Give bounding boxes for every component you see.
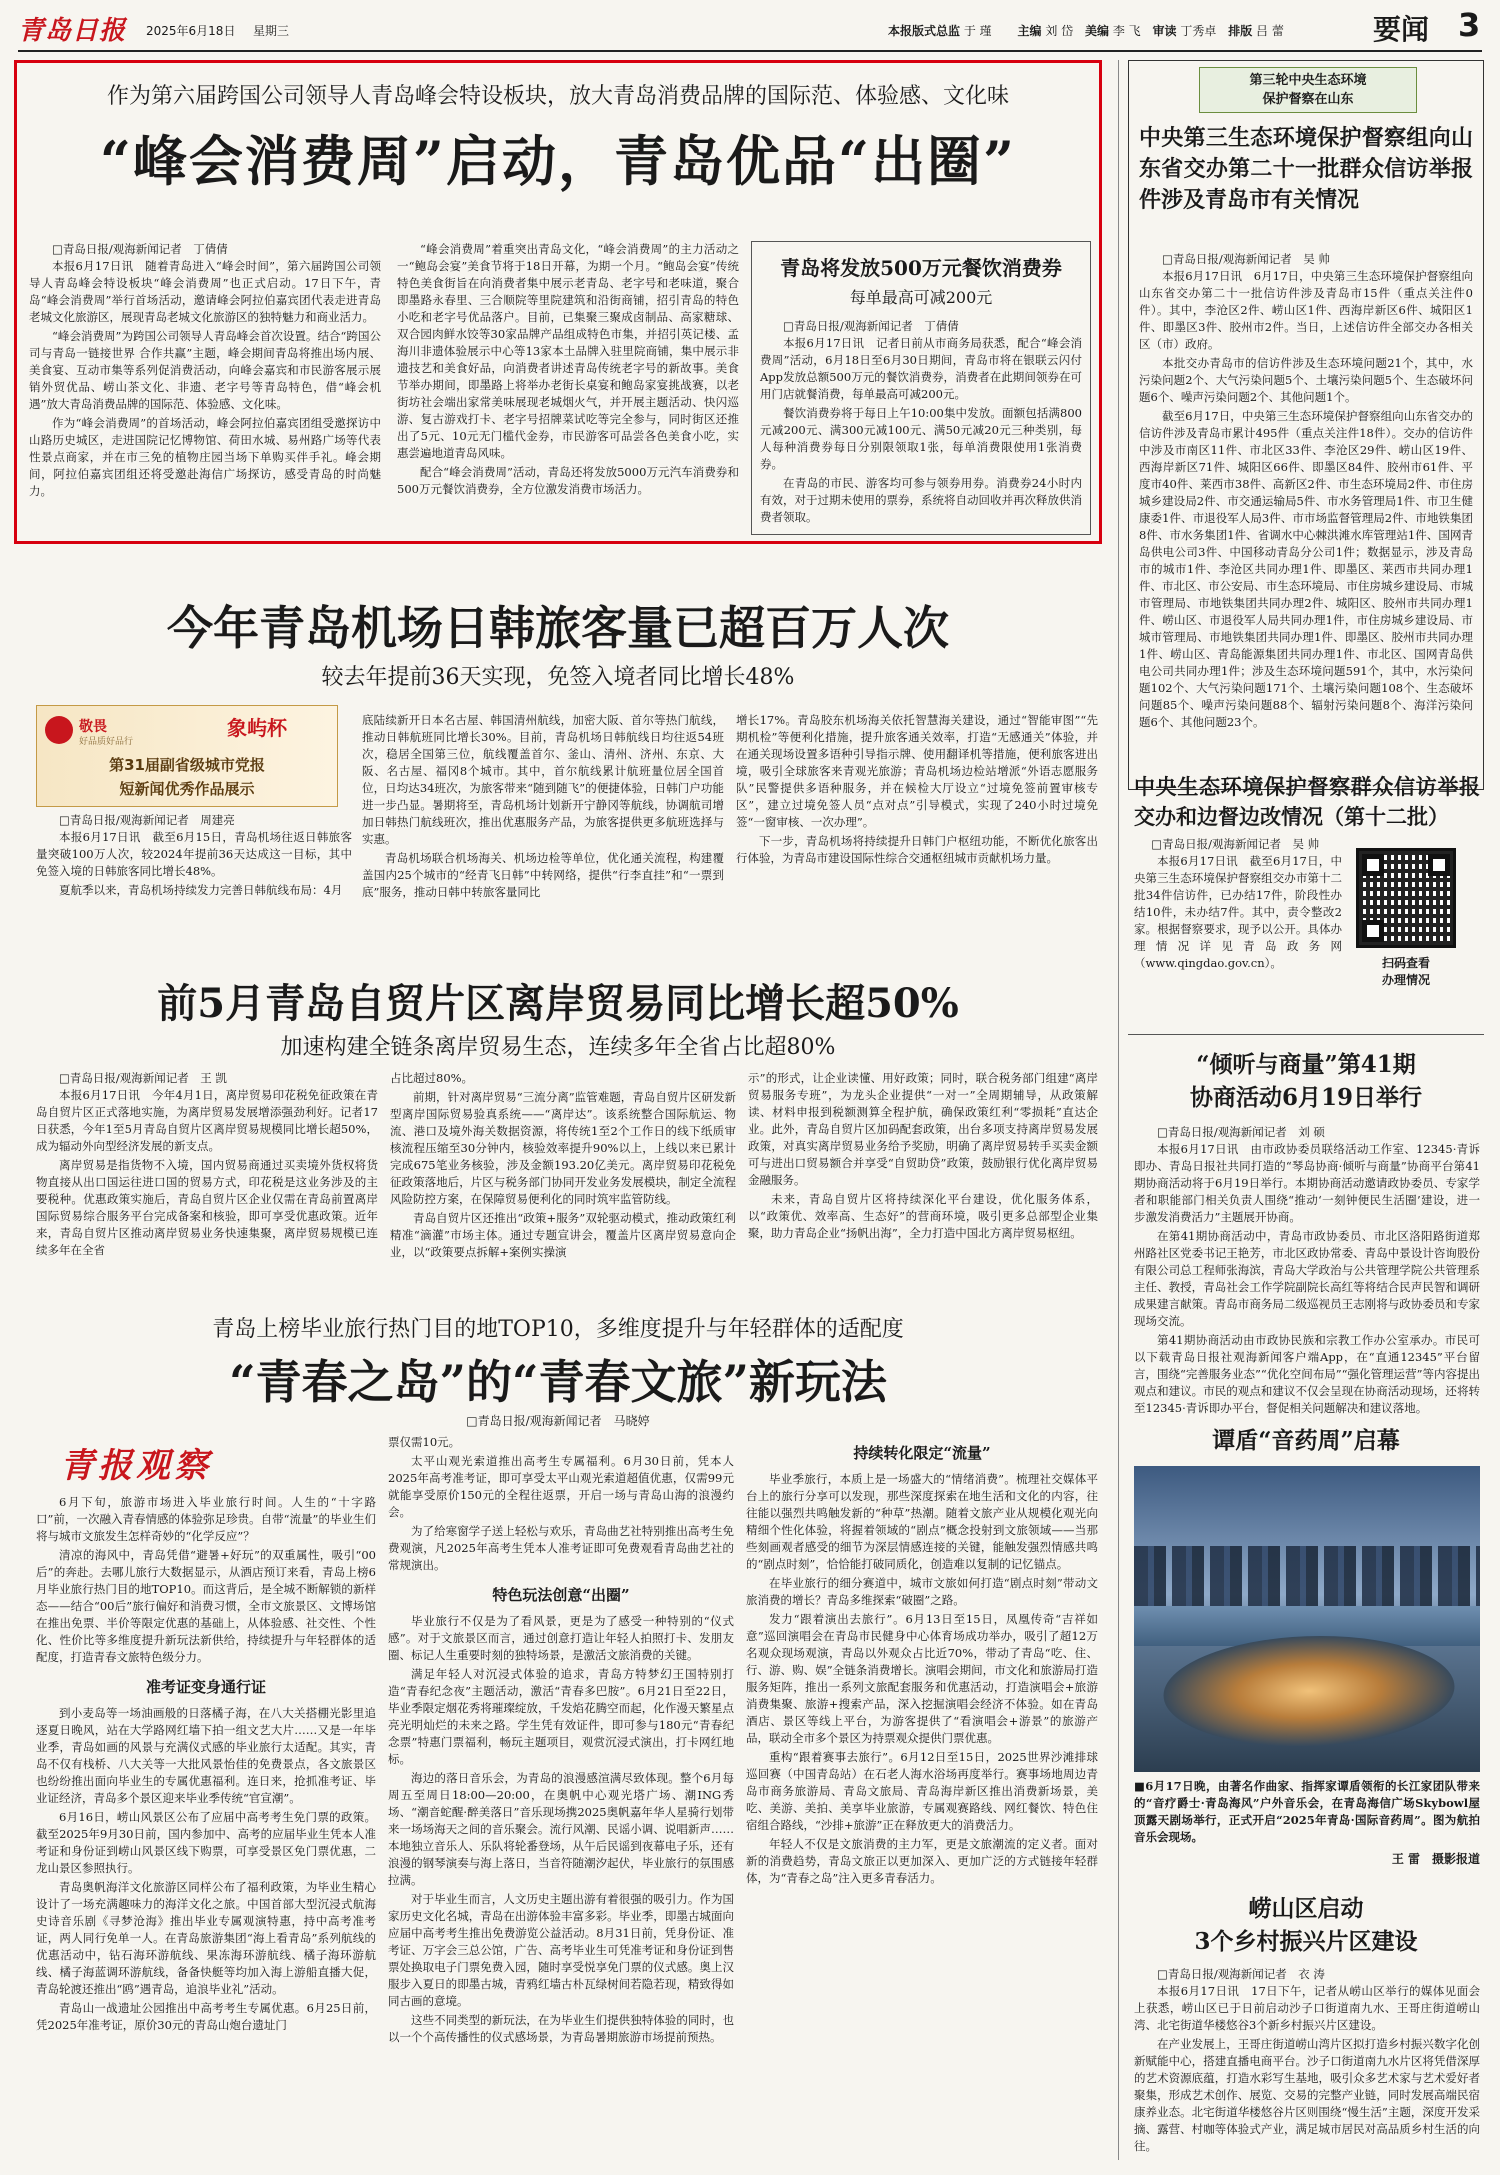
lead-paragraph: 配合“峰会消费周”活动，青岛还将发放5000万元汽车消费券和500万元餐饮消费券，全方位激发消费市场活力。 <box>397 465 739 496</box>
env-badge <box>1199 67 1417 113</box>
qr-caption: 扫码查看 办理情况 <box>1381 956 1430 987</box>
laoshan-paragraph: 本报6月17日讯 17日下午，记者从崂山区举行的媒体见面会上获悉，崂山区已于日前启动沙子口街道南九水、王哥庄街道崂山湾、北宅街道华楼悠谷3个新乡村振兴片区建设。 <box>1134 1984 1480 2032</box>
music-photo-credit: 王 雷 摄影报道 <box>1391 1852 1480 1866</box>
youth-paragraph: 太平山观光索道推出高考生专属福利。6月30日前，凭本人2025年高考准考证，即可享受太平山观光索道超值优惠，仅需99元就能享受原价150元的全程往返票，开启一场与青岛山海的浪漫约会。 <box>388 1454 734 1519</box>
newspaper-logo: 青岛日报 <box>18 16 127 46</box>
lead-story-box <box>14 60 1102 544</box>
youth-paragraph: 满足年轻人对沉浸式体验的追求，青岛方特梦幻王国特别打造“青春纪念夜”主题活动，激活“青春多巴胺”。6月21日至22日，毕业季限定烟花秀将璀璨绽放，千发焰花腾空而起，化作漫天繁星点亮光明灿烂的未来之路。学生凭有效证件，即可参与180元“青春纪念票”特惠门票福利，畅玩主题项目，观赏沉浸式演出，打卡网红地标。 <box>388 1667 734 1766</box>
award-line-1: 第31届副省级城市党报 <box>109 756 265 774</box>
lead-headline: “峰会消费周”启动，青岛优品“出圈” <box>99 129 1017 193</box>
qr-finder-icon <box>1362 920 1384 942</box>
youth-headline: “青春之岛”的“青春文旅”新玩法 <box>229 1355 887 1409</box>
music-caption-box <box>1134 1778 1480 1878</box>
award-line-2: 短新闻优秀作品展示 <box>119 780 255 798</box>
music-headline: 谭盾“音药周”启幕 <box>1212 1427 1400 1454</box>
chief-label: 本报版式总监 <box>888 24 961 38</box>
airport-col-3 <box>736 712 1098 902</box>
qr-finder-icon <box>1362 854 1384 876</box>
inspect-byline: □青岛日报/观海新闻记者 吴 帅 <box>1151 837 1320 851</box>
brand-name: 敬畏 <box>79 719 107 735</box>
youth-paragraph: 这些不同类型的新玩法，在为毕业生们提供独特体验的同时，也以一个个高传播性的仪式感场景，为青岛暑期旅游市场提前预热。 <box>388 2013 734 2044</box>
editor-label: 主编 <box>1017 24 1042 38</box>
reviewer-label: 审读 <box>1152 24 1177 38</box>
meal-voucher-paragraph: 本报6月17日讯 记者日前从市商务局获悉，配合“峰会消费周”活动，6月18日至6月30日期间，青岛市将在银联云闪付App发放总额500万元的餐饮消费券，消费者在此期间领券在可用门店就餐消费，每单最高可减200元。 <box>760 336 1082 401</box>
airport-paragraph: 本报6月17日讯 截至6月15日，青岛机场往返日韩旅客量突破100万人次，较2024年提前36天达成这一目标，其中免签入境的日韩旅客同比增长48%。 <box>36 830 352 878</box>
ftz-headline: 前5月青岛自贸片区离岸贸易同比增长超50% <box>157 980 959 1027</box>
youth-paragraph: 在毕业旅行的细分赛道中，城市文旅如何打造“剧点时刻”带动文旅消费的增长？青岛多维探索“破圈”之路。 <box>746 1576 1098 1607</box>
youth-paragraph: 发力“跟着演出去旅行”。6月13日至15日，凤凰传奇“吉祥如意”巡回演唱会在青岛市民健身中心体育场成功举办，吸引了超12万名观众现场观演，青岛以外观众占比近70%，带动了青岛“吃、住、行、游、购、娱”全链条消费增长。演唱会期间，市文化和旅游局打造服务矩阵，推出一系列文旅配套服务和优惠活动，打造演唱会+旅游消费集聚、旅游+搜索产品，深入挖掘演唱会经济不体验。如在青岛酒店、景区等线上平台，为游客提供了“看演唱会+游景”的旅游产品，联动全市多个景区为持票观众提供门票优惠。 <box>746 1612 1098 1745</box>
qr-code-icon[interactable] <box>1356 848 1456 948</box>
youth-paragraph: 清凉的海风中，青岛凭借“避暑+好玩”的双重属性，吸引“00后”的奔赴。去哪儿旅行大数据显示，从酒店预订来看，青岛上榜6月毕业旅行热门目的地TOP10。而这背后，是全城不断解锁的新样态——结合“00后”旅行偏好和消费习惯，全市文旅景区、文博场馆在推出免票、半价等限定优惠的基础上，从体验感、社交性、个性化、性价比等多维度提升新玩法新供给，持续提升与年轻群体的适配度，打造青春文旅特色级分力。 <box>36 1548 376 1664</box>
city-skyline-icon <box>1134 1546 1480 1606</box>
youth-paragraph: 对于毕业生而言，人文历史主题出游有着很强的吸引力。作为国家历史文化名城，青岛在出游体验丰富多彩。毕业季，即墨古城面向应届中高考考生推出免费游览公益活动。8月31日前，凭身份证、准考证、万字会三总公馆，广告、高考毕业生可凭准考证和身份证到售票处换取电子门票免费入园，随时享受悦享免门票的仪式感。奥上汉服步入夏日的即墨古城，青鸦红墙古朴瓦绿树间若隐若现，精致得如同古画的意境。 <box>388 1892 734 2008</box>
youth-paragraph: 青岛奥帆海洋文化旅游区同样公布了福利政策，为毕业生精心设计了一场充满趣味力的海洋文化之旅。中国首部大型沉浸式航海史诗音乐剧《寻梦沧海》推出毕业专属观演特惠，持中高考准考证，两人同行免单一人。在青岛旅游集团“海上看青岛”系列航线的优惠活动中，钻石海环游航线、果冻海环游航线、橘子海环游航线、橘子海蓝调环游航线，备备快艇等均加入海上游船直播大促，青岛轮渡还推出“鸥”遇青岛，追浪毕业礼”活动。 <box>36 1880 376 1996</box>
ftz-col-2 <box>390 1070 736 1266</box>
masthead <box>18 8 1482 48</box>
observation-column-title: 青报观察 <box>60 1446 212 1486</box>
airport-headline: 今年青岛机场日韩旅客量已超百万人次 <box>167 601 949 655</box>
inspect-paragraph: 本报6月17日讯 截至6月17日，中央第三生态环境保护督察组交办市第十二批34件信访件，已办结17件，阶段性办结10件，未办结7件。其中，责令整改2家。根据督察要求，现予以公开。具体办理情况详见青岛政务网（www.qingdao.gov.cn）。 <box>1134 854 1342 970</box>
youth-byline: □青岛日报/观海新闻记者 马晓婷 <box>466 1414 650 1428</box>
laoshan-paragraph: 在产业发展上，王哥庄街道崂山湾片区拟打造乡村振兴数字化创新赋能中心，搭建直播电商平台。沙子口街道南九水片区将凭借深厚的艺术资源底蕴，打造水彩写生基地，吸引众多艺术家与艺术爱好者聚集，形成艺术创作、展览、交易的完整产业链，同时发展高端民宿康养业态。北宅街道华楼悠谷片区则围绕“慢生活”主题，深度开发采摘、露营、村咖等体验式产业，满足城市居民对高品质乡村生活的向往。 <box>1134 2037 1480 2153</box>
column-divider <box>1118 60 1119 2160</box>
lead-paragraph: “峰会消费周”着重突出青岛文化，“峰会消费周”的主力活动之一“鲍岛会宴”美食节将于18日开幕，为期一个月。“鲍岛会宴”传统特色美食街旨在向消费者集中展示老青岛、老字号和老味道，聚合即墨路永春里、三合顺院等里院建筑和沿街商铺，招引青岛的特色小吃和老字号优品落户。目前，已集聚三聚成卤制品、高家糖球、双合园肉鲜水饺等30家品牌产品组成特色市集，并招引英记楼、孟海川非遗体验展示中心等13家本土品牌入驻里院商铺，集中展示非遗技艺和美食好品，向消费者讲述青岛传统老字号的新故事。美食节举办期间，即墨路上将举办老街长桌宴和鲍岛家宴挑战赛，以老街坊社会端出家常美味展现老城烟火气，并开展主题活动、快闪巡游、复古游戏打卡、老字号招牌菜试吃等完全参与，同时街区还推出了5元、10元无门槛代金券，市民游客可品尝各色美食小吃，实惠尝遍地道青岛风味。 <box>397 242 739 460</box>
youth-paragraph: 海边的落日音乐会，为青岛的浪漫感渲满尽致体现。整个6月每周五至周日18:00—20:00，在奥帆中心观光塔广场、潮ING秀场、“潮音蛇醒·醉美落日”音乐现场携2025奥帆嘉年华人星骑行划带来一场场海天之间的音乐聚会。流行风潮、民谣小调、说唱新声……本地独立音乐人、乐队将轮番登场，从午后民谣到夜幕电子乐，还有浪漫的钢琴演奏与海上落日，当音符随潮汐起伏，毕业旅行的氛围感拉满。 <box>388 1771 734 1887</box>
consult-headline: “倾听与商量”第41期 协商活动6月19日举行 <box>1189 1051 1422 1111</box>
youth-col-2 <box>388 1434 734 2164</box>
inspect-body <box>1134 836 1342 1026</box>
page-number: 3 <box>1458 6 1481 44</box>
ftz-paragraph: 本报6月17日讯 今年4月1日，离岸贸易印花税免征政策在青岛自贸片区正式落地实施，为离岸贸易发展增添强劲利好。记者17日获悉，今年1至5月青岛自贸片区离岸贸易规模同比增长超50%，成为辐动外向型经济发展的新支点。 <box>36 1088 378 1153</box>
award-banner <box>36 705 338 807</box>
youth-subhead: 持续转化限定“流量” <box>853 1444 991 1462</box>
meal-voucher-paragraph: 餐饮消费券将于每日上午10:00集中发放。面额包括满800元减200元、满300元减100元、满50元减20元三种类别，每人每种消费券每日分别限领取1张，每单消费限使用1张消费券。 <box>760 406 1082 471</box>
airport-byline: □青岛日报/观海新闻记者 周建亮 <box>59 813 235 827</box>
ftz-paragraph: 离岸贸易是指货物不入境，国内贸易商通过买卖境外货权将货物直接从出口国运往进口国的贸易方式，印花税是这业务涉及的主要税种。优惠政策实施后，青岛自贸片区企业仅需在青岛前置离岸国际贸易综合服务平台完成备案和核验，即可享受优惠政策。近年来，青岛自贸片区推动离岸贸易业务快速集聚，离岸贸易规模已连续多年在全省 <box>36 1158 378 1257</box>
lead-kicker: 作为第六届跨国公司领导人青岛峰会特设板块，放大青岛消费品牌的国际范、体验感、文化味 <box>106 84 1009 109</box>
layout-label: 排版 <box>1228 24 1253 38</box>
env-headline: 中央第三生态环境保护督察组向山东省交办第二十一批群众信访举报件涉及青岛市有关情况 <box>1139 125 1473 213</box>
youth-paragraph: 重构“跟着赛事去旅行”。6月12日至15日，2025世界沙滩排球巡回赛（中国青岛站）在石老人海水浴场再度举行。赛事场地周边青岛市商务旅游局、青岛文旅局、青岛海岸新区推出消费新场景，美吃、美游、美拍、美享毕业旅游，专属观赛路线、网红餐饮、特色住宿组合路线，“沙排+旅游”正在释放更大的消费活力。 <box>746 1750 1098 1832</box>
ftz-byline: □青岛日报/观海新闻记者 王 凯 <box>59 1071 227 1085</box>
youth-paragraph: 年轻人不仅是文旅消费的主力军，更是文旅潮流的定义者。面对新的消费趋势，青岛文旅正以更加深入、更加广泛的方式链接年轻群体，为“青春之岛”注入更多青春活力。 <box>746 1837 1098 1885</box>
lead-paragraph: 本报6月17日讯 随着青岛进入“峰会时间”，第六届跨国公司领导人青岛峰会特设板块“峰会消费周”也正式启动。17日下午，青岛“峰会消费周”举行首场活动，邀请峰会阿拉伯嘉宾团代表走进青岛老城文化旅游区，展现青岛老城文化旅游区的独特魅力和商业活力。 <box>29 259 381 324</box>
youth-kicker: 青岛上榜毕业旅行热门目的地TOP10，多维度提升与年轻群体的适配度 <box>212 1317 904 1342</box>
ftz-paragraph: 占比超过80%。 <box>390 1071 474 1085</box>
consult-paragraph: 第41期协商活动由市政协民族和宗教工作办公室承办。市民可以下载青岛日报社观海新闻客户端App，在“直通12345”平台留言，围绕“完善服务业态”“优化空间布局”“强化管理运营”等内容提出观点和建议。市民的观点和建议不仅会呈现在协商活动现场，还将转至12345·青诉即办平台，督促相关问题解决和建议落地。 <box>1134 1333 1480 1414</box>
consult-byline: □青岛日报/观海新闻记者 刘 硕 <box>1157 1125 1325 1139</box>
youth-paragraph: 毕业季旅行，本质上是一场盛大的“情绪消费”。梳理社交媒体平台上的旅行分享可以发现，那些深度探索在地生活和文化的内容，往往能以强烈共鸣触发新的“种草”热潮。随着文旅产业从规模化观光向精细个性化体验，将握着领域的“剧点”概念投射到文旅领域——当那些刻画观者感受的细节为深层情感连接的关键，能触发强烈情感共鸣的“剧点时刻”，恰恰能打破同质化，创造难以复制的记忆锚点。 <box>746 1472 1098 1571</box>
designer-name: 李 飞 <box>1112 24 1141 38</box>
laoshan-body <box>1134 1966 1480 2162</box>
laoshan-byline: □青岛日报/观海新闻记者 衣 涛 <box>1157 1967 1325 1981</box>
meal-voucher-title: 青岛将发放500万元餐饮消费券 <box>780 256 1062 280</box>
ftz-paragraph: 未来，青岛自贸片区将持续深化平台建设，优化服务体系，以“政策优、效率高、生态好”的营商环境，吸引更多总部型企业集聚，助力青岛企业“扬帆出海”，全力打造中国北方离岸贸易枢纽。 <box>748 1192 1098 1240</box>
youth-subhead: 准考证变身通行证 <box>145 1678 266 1696</box>
airport-col-1 <box>36 812 352 900</box>
lead-col-2 <box>397 241 739 541</box>
consult-paragraph: 在第41期协商活动中，青岛市政协委员、市北区洛阳路街道郑州路社区党委书记王艳芳，市北区政协常委、青岛中景设计咨询股份有限公司总工程师张海滨，青岛大学政治与公共管理学院公共管理系主任、教授，青岛社会工作学院副院长高红等将结合民声民智和调研成果建言献策。青岛市商务局二级巡视员王志刚将与政协委员和专家现场交流。 <box>1134 1229 1480 1328</box>
youth-paragraph: 票仅需10元。 <box>388 1435 461 1449</box>
airport-paragraph: 青岛机场联合机场海关、机场边检等单位，优化通关流程，构建覆盖国内25个城市的“经青飞日韩”中转网络，提供“行李直挂”和“一票到底”服务，推动日韩中转旅客量同比 <box>362 851 724 899</box>
youth-paragraph: 6月下旬，旅游市场进入毕业旅行时间。人生的“十字路口”前，一次融入青春情感的体验弥足珍贵。自带“流量”的毕业生们将与城市文旅发生怎样奇妙的“化学反应”？ <box>36 1495 376 1543</box>
chief-name: 于 瑾 <box>963 24 992 38</box>
youth-paragraph: 为了给寒窗学子送上轻松与欢乐，青岛曲艺社特别推出高考生免费观演，凡2025年高考生凭本人准考证即可免费观看青岛曲艺社的常规演出。 <box>388 1524 734 1572</box>
consult-paragraph: 本报6月17日讯 由市政协委员联络活动工作室、12345·青诉即办、青岛日报社共同打造的“琴岛协商·倾听与商量”协商平台第41期协商活动将于6月19日举行。本期协商活动邀请政协委员、专家学者和职能部门相关负责人围绕“推动‘一刻钟便民生活圈’建设，进一步激发消费活力”主题展开协商。 <box>1134 1142 1480 1224</box>
lead-paragraph: “峰会消费周”为跨国公司领导人青岛峰会首次设置。结合“跨国公司与青岛一链接世界 合作共赢”主题，峰会期间青岛将推出场内展、美食宴、互动市集等系列促消费活动，向峰会嘉宾和市民游客展示展销外贸优品、崂山茶文化、非遗、老字号等青岛特色，借“峰会机遇”放大青岛消费品牌的国际范、体验感、文化味。 <box>29 329 381 411</box>
youth-col-3 <box>746 1434 1098 2164</box>
music-photo <box>1134 1466 1480 1772</box>
airport-paragraph: 夏航季以来，青岛机场持续发力完善日韩航线布局：4月 <box>59 883 343 897</box>
award-series: 象屿杯 <box>227 716 287 740</box>
lead-byline: □青岛日报/观海新闻记者 丁倩倩 <box>52 242 228 256</box>
lead-col-1 <box>29 241 381 541</box>
brand-logo-icon <box>45 716 73 744</box>
env-body <box>1139 251 1473 785</box>
youth-col-1 <box>36 1494 376 2164</box>
section-name: 要闻 <box>1373 13 1430 46</box>
consult-body <box>1134 1124 1480 1414</box>
inspect-headline: 中央生态环境保护督察群众信访举报交办和边督边改情况（第十二批） <box>1134 774 1480 829</box>
youth-paragraph: 青岛山一战遗址公园推出中高考考生专属优惠。6月25日前，凭2025年准考证，原价30元的青岛山炮台遗址门 <box>36 2001 376 2032</box>
youth-paragraph: 到小麦岛等一场油画般的日落橘子海，在八大关搭棚光影里追逐夏日晚风，站在大学路网红墙下拍一组文艺大片……又是一年毕业季，青岛如画的风景与充满仪式感的毕业旅行太适配。其实，青岛不仅有栈桥、八大关等一大批风景怡佳的免费景点，各文旅景区也纷纷推出面向毕业生的专属优惠福利。连日来，抢抓准考证、毕业证经济，青岛多个景区迎来毕业季传统“官宣潮”。 <box>36 1706 376 1805</box>
ftz-paragraph: 前期，针对离岸贸易“三流分离”监管难题，青岛自贸片区研发新型离岸国际贸易验真系统——“离岸达”。该系统整合国际航运、物流、港口及境外海关数据资源，将传统1至2个工作日的线下纸质审核流程压缩至30分钟内，核验效率提升90%以上，上线以来已累计完成675笔业务核验，涉及金额193.20亿美元。离岸贸易印花税免征政策落地后，片区与税务部门协同开发业务发展模块，制定全流程风险防控方案，在保障贸易便利化的同时筑牢监管防线。 <box>390 1090 736 1206</box>
airport-subhead: 较去年提前36天实现，免签入境者同比增长48% <box>321 665 795 690</box>
env-feature-box <box>1128 60 1484 790</box>
observation-column-logo <box>60 1438 320 1488</box>
issue-weekday: 星期三 <box>253 24 290 38</box>
brand-slogan: 好品质好品行 <box>79 737 134 747</box>
masthead-rule <box>18 50 1482 52</box>
editor-name: 刘 岱 <box>1045 24 1074 38</box>
env-badge-text: 第三轮中央生态环境 保护督察在山东 <box>1249 73 1367 107</box>
meal-voucher-box <box>751 241 1091 535</box>
ftz-paragraph: 示”的形式，让企业读懂、用好政策；同时，联合税务部门组建“离岸贸易服务专班”，为龙头企业提供“一对一”全周期辅导，从政策解读、材料申报到税额测算全程护航，确保政策红利“零损耗”直达企业。此外，青岛自贸片区加码配套政策，出台多项支持离岸贸易发展政策，对真实离岸贸易业务给予奖励，明确了离岸贸易转手买卖金额可与进出口贸易额合并享受“自贸助贷”政策，鼓励银行优化离岸贸易金融服务。 <box>748 1071 1098 1187</box>
env-paragraph: 本报6月17日讯 6月17日，中央第三生态环境保护督察组向山东省交办第二十一批信访件涉及青岛市15件（重点关注件0件）。其中，李沧区2件、崂山区1件、西海岸新区6件、城阳区1件、即墨区3件、胶州市2件。当日，上述信访件全部交办各相关区（市）政府。 <box>1139 269 1473 351</box>
ftz-paragraph: 青岛自贸片区还推出“政策+服务”双轮驱动模式，推动政策红利精准“滴灌”市场主体。通过专题宣讲会，覆盖片区离岸贸易意向企业，以“政策要点拆解+案例实操演 <box>390 1211 736 1259</box>
airport-paragraph: 底陆续新开日本名古屋、韩国清州航线，加密大阪、首尔等热门航线，推动日韩航班同比增长30%。目前，青岛机场日韩航线日均往返54班次，稳居全国第三位，航线覆盖首尔、釜山、清州、济州、东京、大阪、名古屋、福冈8个城市。其中，首尔航线累计航班量位居全国首位，日均达34班次，为旅客带来“随到随飞”的便捷体验，日韩门户功能进一步凸显。暑期将至，青岛机场计划新开宁静冈等航线，协调航司增加日韩热门航线班次，推出优惠服务产品，为旅客提供更多航班选择与实惠。 <box>362 713 724 846</box>
meal-voucher-subtitle: 每单最高可减200元 <box>849 288 993 307</box>
env-paragraph: 本批交办青岛市的信访件涉及生态环境问题21个，其中，水污染问题2个、大气污染问题5个、土壤污染问题5个、生态破坏问题6个、噪声污染问题2个、其他问题1个。 <box>1139 356 1473 404</box>
ftz-subhead: 加速构建全链条离岸贸易生态，连续多年全省占比超80% <box>280 1035 836 1060</box>
meal-voucher-paragraph: 在青岛的市民、游客均可参与领券用券。消费券24小时内有效，对于过期未使用的票券，系统将自动回收并再次释放供消费者领取。 <box>760 476 1082 524</box>
designer-label: 美编 <box>1085 24 1110 38</box>
qr-finder-icon <box>1428 854 1450 876</box>
youth-paragraph: 6月16日，崂山风景区公布了应届中高考考生免门票的政策。截至2025年9月30日前，国内参加中、高考的应届毕业生凭本人准考证和身份证到崂山风景区线下购票，可享受景区免门票优惠，二龙山景区参照执行。 <box>36 1810 376 1875</box>
laoshan-headline: 崂山区启动 3个乡村振兴片区建设 <box>1194 1895 1418 1955</box>
env-paragraph: 截至6月17日，中央第三生态环境保护督察组向山东省交办的信访件涉及青岛市累计495件（重点关注件18件）。交办的信访件中涉及市南区11件、市北区33件、李沧区29件、崂山区19件、西海岸新区71件、城阳区66件、即墨区84件、胶州市61件、平度市40件、莱西市38件、高新区2件、市生态环境局2件、市住房城乡建设局2件、市交通运输局5件、市水务管理局1件、市卫生健康委1件、市退役军人局3件、市市场监督管理局2件、市地铁集团8件、市水务集团1件、省调水中心棘洪滩水库管理站1件、国网青岛供电公司3件、中国移动青岛分公司1件；数据显示，涉及青岛市的城市1件、李沧区共同办理1件、即墨区、莱西市共同办理1件、市北区、市公安局、市生态环境局、市住房城乡建设局、市城市管理局、市地铁集团共同办理2件、城阳区、胶州市共同办理1件、崂山区、市退役军人局共同办理1件，市住房城乡建设局、市城市管理局、市地铁集团共同办理1件、即墨区、胶州市共同办理1件、崂山区、青岛能源集团共同办理1件、市北区、国网青岛供电公司共同办理1件；涉及生态环境问题591个，其中，水污染问题102个、大气污染问题171个、土壤污染问题108个、生态破坏问题85个、噪声污染问题88个、辐射污染问题8个、海洋污染问题6个、其他问题23个。 <box>1139 409 1473 729</box>
ftz-col-1 <box>36 1070 378 1266</box>
layout-name: 吕 蕾 <box>1256 24 1284 38</box>
youth-subhead: 特色玩法创意“出圈” <box>492 1586 630 1604</box>
staff-credits <box>888 22 1284 39</box>
ftz-col-3 <box>748 1070 1098 1266</box>
airport-paragraph: 下一步，青岛机场将持续提升日韩门户枢纽功能，不断优化旅客出行体验，为青岛市建设国际性综合交通枢纽城市贡献机场力量。 <box>736 834 1098 865</box>
right-divider <box>1128 1034 1484 1035</box>
issue-date: 2025年6月18日 <box>146 24 236 38</box>
music-caption: ■6月17日晚，由著名作曲家、指挥家谭盾领衔的长江家团队带来的“音疗爵士·青岛海风”户外音乐会，在青岛海信广场Skybowl屋顶露天剧场举行，正式开启“2025年青岛·国际音药周”。图为航拍音乐会现场。 <box>1134 1779 1480 1844</box>
reviewer-name: 丁秀卓 <box>1180 24 1217 38</box>
youth-paragraph: 毕业旅行不仅是为了看风景，更是为了感受一种特别的“仪式感”。对于文旅景区而言，通过创意打造让年轻人拍照打卡、发朋友圈、标记人生重要时刻的独特场景，是激活文旅消费的关键。 <box>388 1614 734 1662</box>
meal-voucher-byline: □青岛日报/观海新闻记者 丁倩倩 <box>783 319 959 333</box>
rooftop-stage-icon <box>1152 1636 1465 1746</box>
lead-paragraph: 作为“峰会消费周”的首场活动，峰会阿拉伯嘉宾团组受邀探访中山路历史城区，走进国院记忆博物馆、荷田水城、易州路广场等代表性景点商家，并在市三免的植物庄园当场下单购买伴手礼。峰会期间，阿拉伯嘉宾团组还将受邀赴海信广场探访，感受青岛的时尚魅力。 <box>29 416 381 498</box>
airport-paragraph: 增长17%。青岛胶东机场海关依托智慧海关建设，通过“智能审图”“先期机检”等便利化措施，提升旅客通关效率，打造“无感通关”体验，并在通关现场设置多语种引导指示牌、使用翻译机等措施，便利旅客进出境，吸引全球旅客来青观光旅游；青岛机场边检站增派“外语志愿服务队”民警提供多语种服务，并在候检大厅设立“过境免签前置审核专区”，建立过境免签人员“点对点”引导模式，实现了240小时过境免签“一窗审核、一次办理”。 <box>736 713 1098 829</box>
airport-col-2 <box>362 712 724 902</box>
env-byline: □青岛日报/观海新闻记者 吴 帅 <box>1162 252 1330 266</box>
